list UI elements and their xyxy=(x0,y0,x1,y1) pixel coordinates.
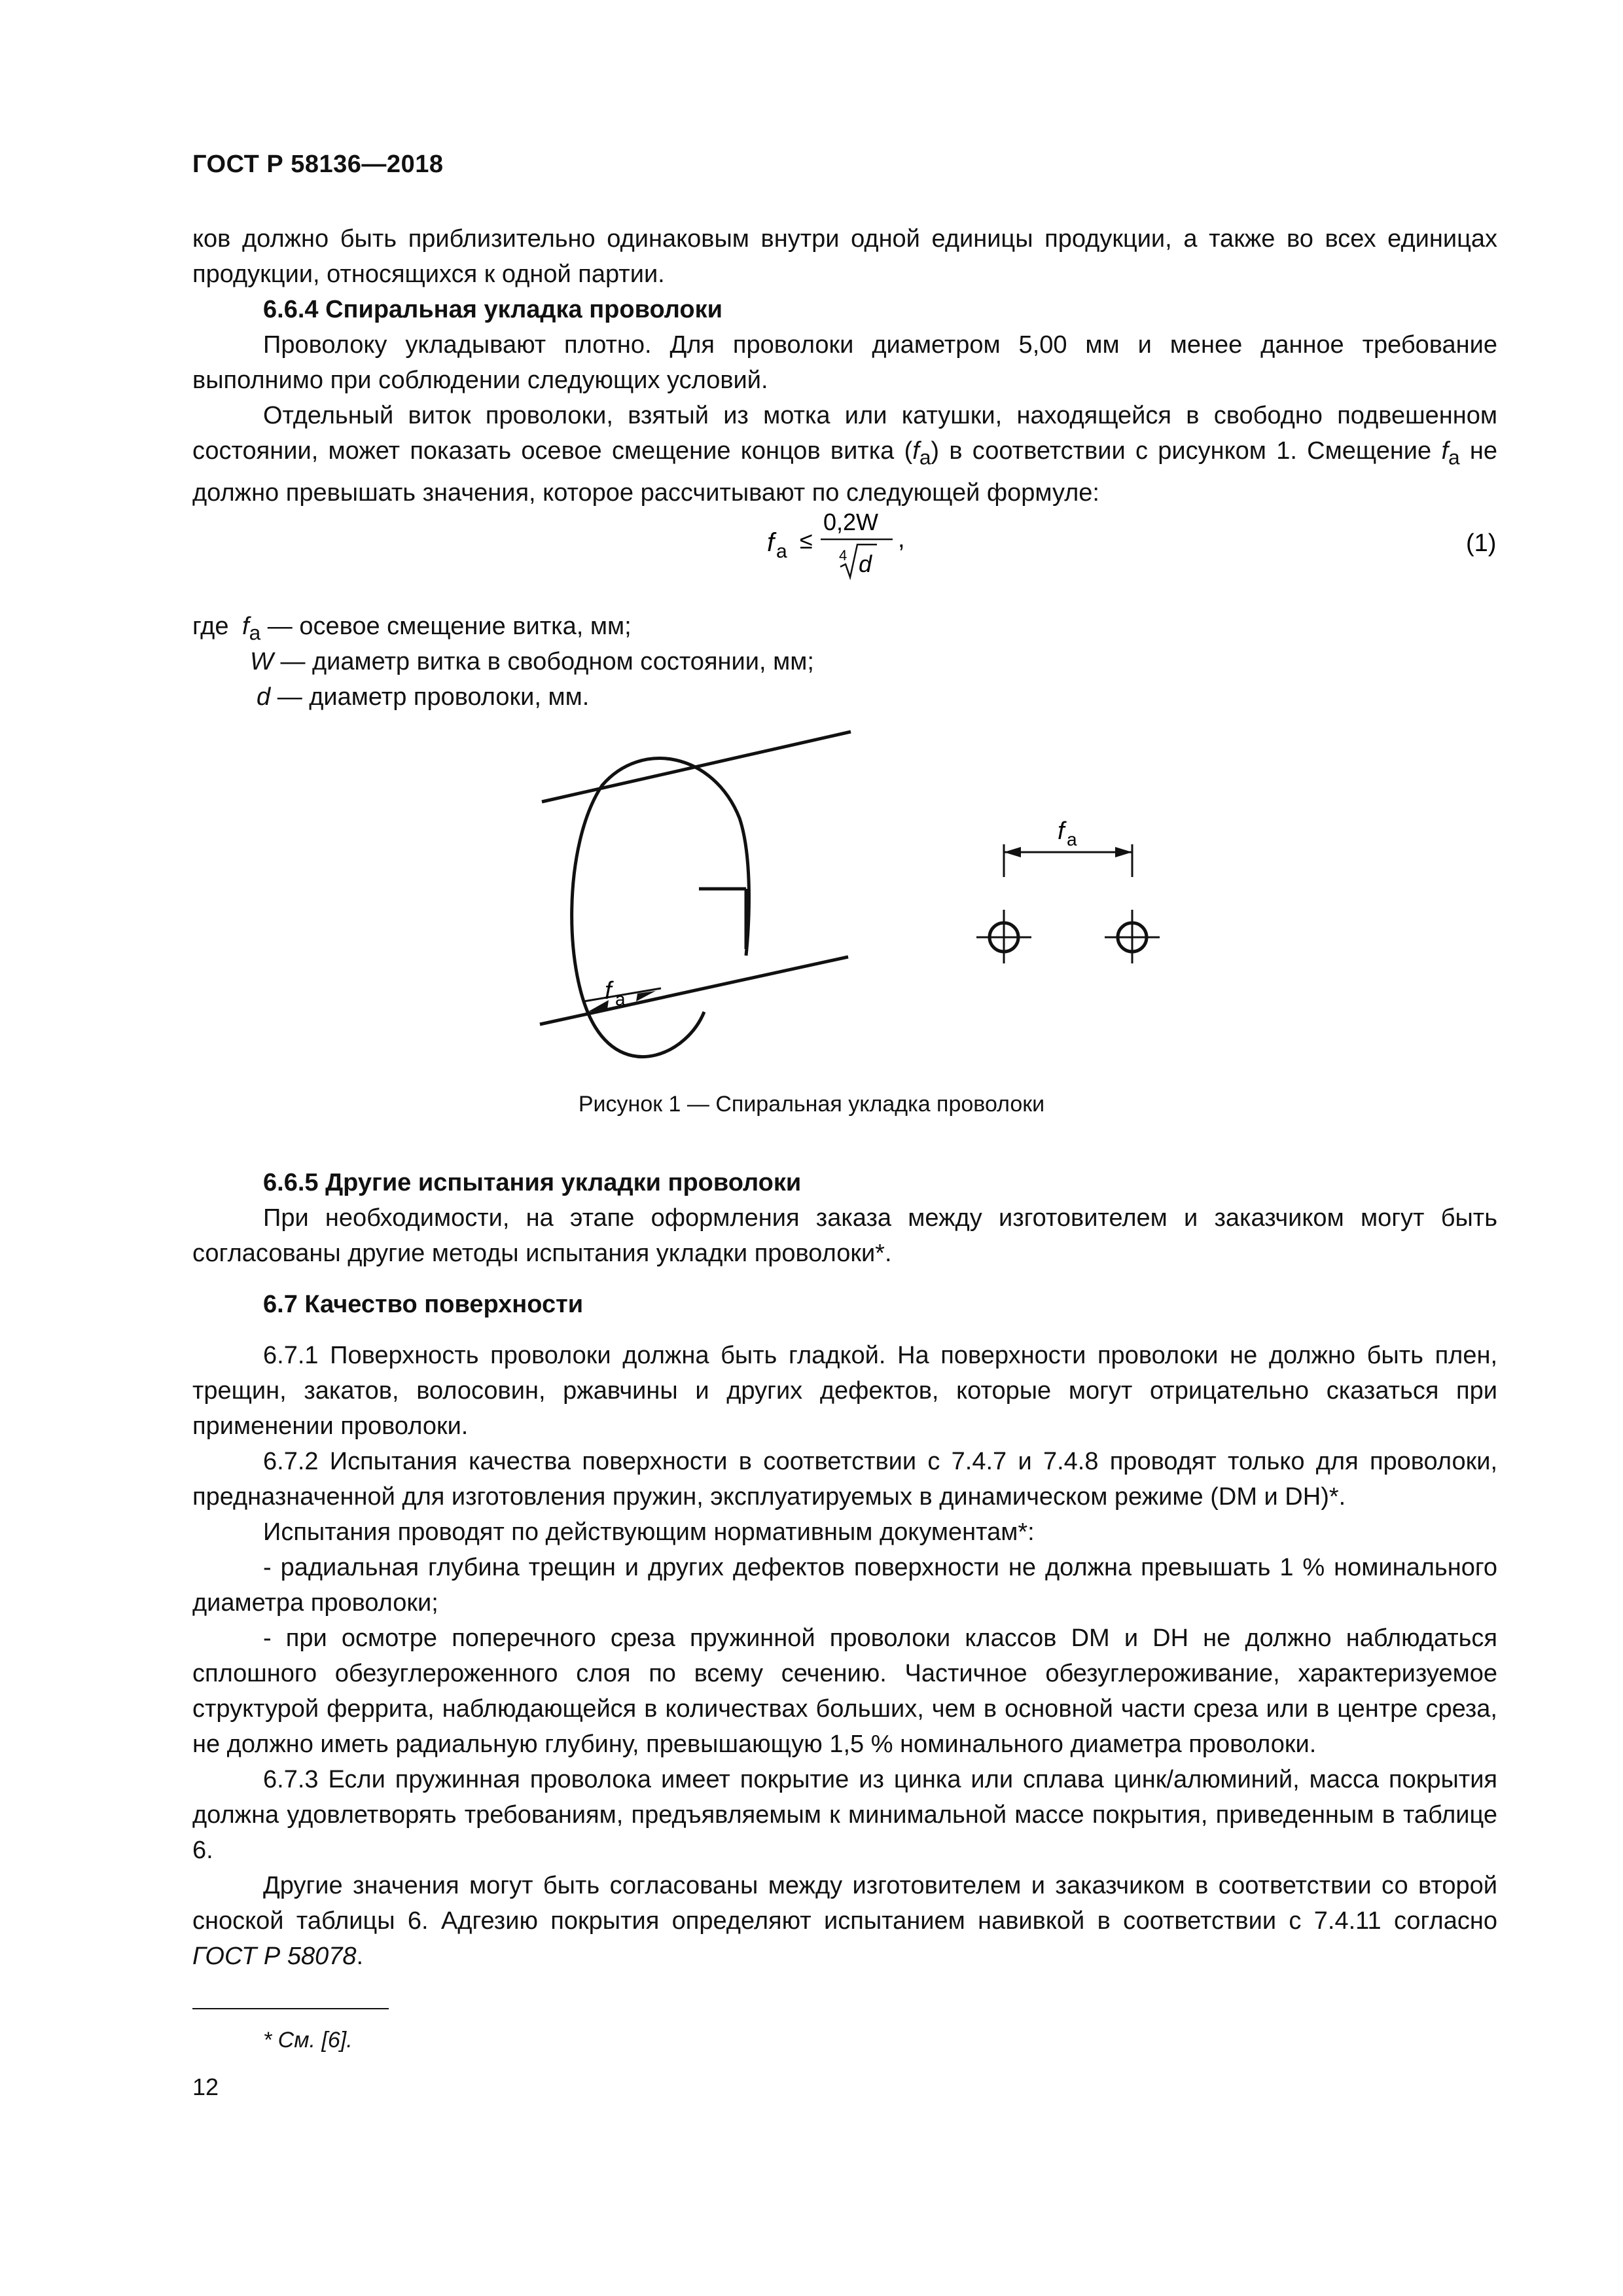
paragraph-6-7-3-other xyxy=(192,1868,1497,1974)
continued-paragraph: ков должно быть приблизительно одинаковым внутри одной единицы продукции, а также во всех единицах продукции, относящихся к одной партии. xyxy=(192,225,1497,288)
text-block-bottom xyxy=(192,1165,1497,1974)
text-run: ) в соответствии с рисунком 1. Смещение xyxy=(931,437,1442,465)
paragraph-6-7-2: 6.7.2 Испытания качества поверхности в соответствии с 7.4.7 и 7.4.8 проводят только для проволоки, предназначенной для изготовления пружин, эксплуатируемых в динамическом режиме (DM и DH)*. xyxy=(192,1448,1497,1511)
formula-comma: , xyxy=(898,526,905,553)
formula-radicand: d xyxy=(859,550,872,577)
formula-lhs-sub: a xyxy=(776,541,787,562)
standard-reference: ГОСТ Р 58078 xyxy=(192,1943,357,1970)
figure-caption: Рисунок 1 — Спиральная укладка проволоки xyxy=(578,1092,1045,1117)
where-sub-1: a xyxy=(249,620,261,645)
text-run: Отдельный виток проволоки, взятый из мотка или катушки, находящейся в свободно подвешенном состоянии, может показать осевое смещение концов витка ( xyxy=(192,402,1497,465)
where-sym-3: d xyxy=(257,683,271,711)
figure-1-spiral-laying xyxy=(0,713,1623,1080)
paragraph-6-7-1: 6.7.1 Поверхность проволоки должна быть гладкой. На поверхности проволоки не должно быть плен, трещин, закатов, волосовин, ржавчины и других дефектов, которые могут отрицательно сказаться при применении проволоки. xyxy=(192,1342,1497,1440)
footnote: * См. [6]. xyxy=(263,2028,353,2053)
symbol-f: f xyxy=(1441,437,1449,465)
text-run: не должно превышать значения, которое рассчитывают по следующей формуле: xyxy=(192,437,1498,507)
where-text-1: — осевое смещение витка, мм; xyxy=(267,613,632,640)
where-sym-1: f xyxy=(242,613,249,640)
dim-arrow-left xyxy=(1004,847,1021,857)
where-intro: где xyxy=(192,613,229,640)
fa-label-a: a xyxy=(615,989,626,1009)
text-block-top xyxy=(192,221,1497,511)
page-number: 12 xyxy=(192,2073,219,2100)
symbol-f: f xyxy=(912,437,919,465)
list-item-radial-depth: - радиальная глубина трещин и других дефектов поверхности не должна превышать 1 % номинального диаметра проволоки; xyxy=(192,1554,1497,1617)
formula-root-index: 4 xyxy=(839,547,847,564)
formula-1 xyxy=(0,504,1623,583)
paragraph-6-7-3: 6.7.3 Если пружинная проволока имеет покрытие из цинка или сплава цинк/алюминий, масса покрытия должна удовлетворять требованиям, предъявляемым к минимальной массе покрытия, приведенным в таблице 6. xyxy=(192,1766,1497,1864)
where-sym-2: W xyxy=(250,648,274,675)
fa-label-f: f xyxy=(605,977,612,1005)
formula-le-sign: ≤ xyxy=(800,527,813,554)
where-text-2: — диаметр витка в свободном состоянии, мм; xyxy=(280,648,814,675)
symbol-sub-a: a xyxy=(1448,445,1460,469)
dim-arrow-right xyxy=(1115,847,1132,857)
formula-lhs-f: f xyxy=(767,528,775,557)
footnote-separator xyxy=(192,2008,389,2009)
section-heading-6-7: 6.7 Качество поверхности xyxy=(263,1291,584,1318)
formula-svg xyxy=(0,504,1623,583)
text-run: Другие значения могут быть согласованы между изготовителем и заказчиком в соответствии со второй сноской таблицы 6. Адгезию покрытия определяют испытанием навивкой в соответствии с 7.4.11 согласно xyxy=(192,1872,1497,1935)
dim-label-f: f xyxy=(1058,817,1065,845)
paragraph-6-7-2-docs: Испытания проводят по действующим нормативным документам*: xyxy=(263,1518,1035,1546)
where-text-3: — диаметр проволоки, мм. xyxy=(277,683,590,711)
paragraph-tight-laying: Проволоку укладывают плотно. Для проволоки диаметром 5,00 мм и менее данное требование выполнимо при соблюдении следующих условий. xyxy=(192,331,1497,394)
coil-lower-line xyxy=(540,957,848,1024)
paragraph-6-6-5: При необходимости, на этапе оформления заказа между изготовителем и заказчиком могут быть согласованы другие методы испытания укладки проволоки*. xyxy=(192,1204,1497,1267)
symbol-sub-a: a xyxy=(919,445,931,469)
where-row-3 xyxy=(257,679,589,715)
list-item-decarburization: - при осмотре поперечного среза пружинной проволоки классов DM и DH не должно наблюдаться сплошного обезуглероженного слоя по всему сечению. Частичное обезуглероживание, характеризуемое структурой феррита, наблюдающейся в количествах больших, чем в основной части среза или в центре среза, не должно иметь радиальную глубину, превышающую 1,5 % номинального диаметра проволоки. xyxy=(192,1624,1497,1758)
formula-numerator: 0,2W xyxy=(823,509,879,535)
dim-label-a: a xyxy=(1067,829,1077,850)
text-run: . xyxy=(356,1943,364,1970)
section-heading-6-6-5: 6.6.5 Другие испытания укладки проволоки xyxy=(263,1169,802,1196)
formula-number: (1) xyxy=(1466,529,1497,557)
document-header: ГОСТ Р 58136—2018 xyxy=(192,151,444,178)
section-heading-6-6-4: 6.6.4 Спиральная укладка проволоки xyxy=(263,296,722,323)
paragraph-axial-offset xyxy=(192,398,1497,511)
where-row-2 xyxy=(250,644,814,679)
